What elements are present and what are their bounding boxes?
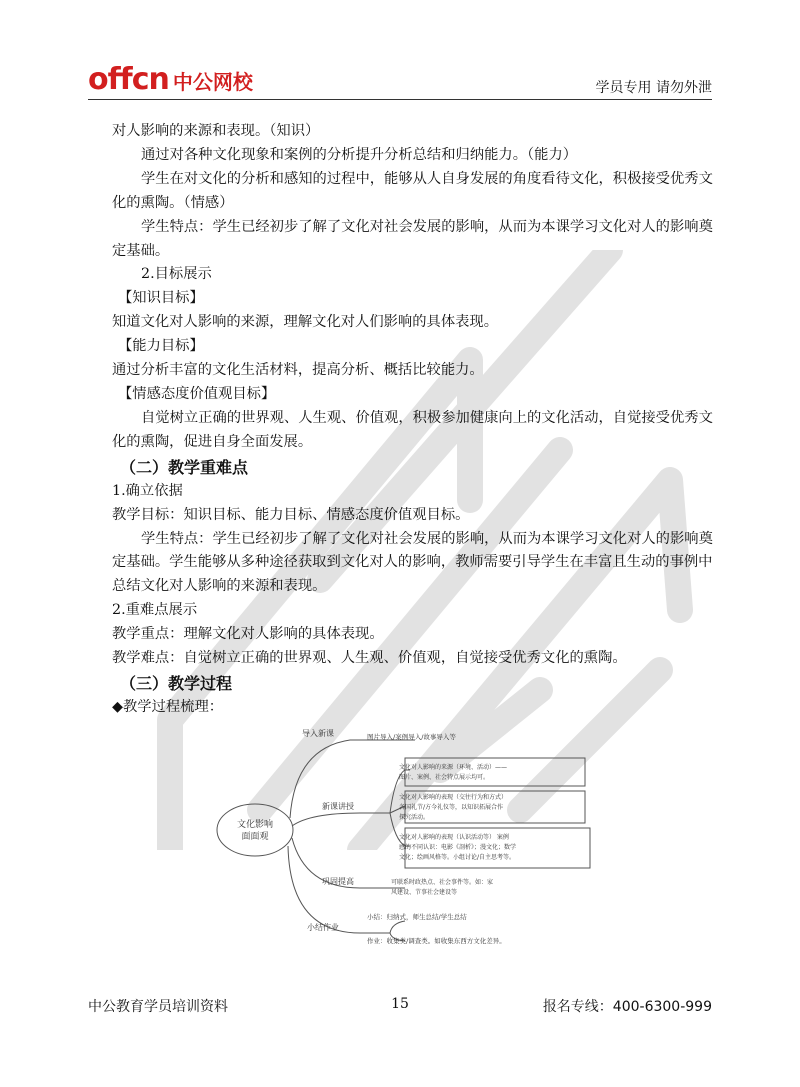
mindmap-center-label: 文化影响 xyxy=(236,820,274,830)
offcn-logo xyxy=(88,62,253,97)
mindmap-leaf: 作业：收集类/调查类。如收集东西方文化差异。 xyxy=(367,937,506,945)
mindmap-leaf: 可联系时政热点、社会事件等。如：家 xyxy=(391,879,494,886)
footer-hotline: 报名专线：400-6300-999 xyxy=(542,999,712,1015)
paragraph: 知道文化对人影响的来源，理解文化对人们影响的具体表现。 xyxy=(112,314,499,331)
mindmap-center-node xyxy=(217,804,293,856)
footer-label: 中公教育学员培训资料 xyxy=(88,999,228,1015)
paragraph: 教学难点：自觉树立正确的世界观、人生观、价值观，自觉接受优秀文化的熏陶。 xyxy=(112,650,627,667)
section-heading: 2.目标展示 xyxy=(141,266,212,283)
paragraph: 通过分析丰富的文化生活材料，提高分析、概括比较能力。 xyxy=(112,362,484,379)
logo-cn-text: 中公网校 xyxy=(172,70,253,94)
mindmap-leaf: 小结：归纳式，师生总结/学生总结 xyxy=(367,913,467,921)
mindmap-leaf: 图片、案例、社会特点展示均可。 xyxy=(399,774,490,781)
mindmap-branch-label: 小结作业 xyxy=(307,923,339,932)
mindmap-leaf: 感的不同认识：电影《剖析》；漫文化；数学 xyxy=(399,844,517,851)
mindmap-center-label: 面面观 xyxy=(241,832,269,842)
goal-label: 【知识目标】 xyxy=(118,290,204,307)
subsection-heading: 2.重难点展示 xyxy=(112,602,198,619)
subsection-heading: 1.确立依据 xyxy=(112,482,183,499)
mindmap-leaf: 文化；绘画风格等。小组讨论/自主思考等。 xyxy=(399,854,516,861)
mindmap-box xyxy=(405,758,585,786)
page-number: 15 xyxy=(391,996,409,1012)
paragraph: 教学重点：理解文化对人影响的具体表现。 xyxy=(112,626,384,643)
paragraph: ◆教学过程梳理： xyxy=(112,698,224,715)
goal-label: 【情感态度价值观目标】 xyxy=(118,385,276,402)
teaching-process-mindmap xyxy=(210,718,600,948)
paragraph: 学生在对文化的分析和感知的过程中，能够从人自身发展的角度看待文化，积极接受优秀文化的熏陶。（情感） xyxy=(112,170,713,211)
paragraph: 学生特点：学生已经初步了解了文化对社会发展的影响，从而为本课学习文化对人的影响奠定基础。学生能够从多种途径获取到文化对人的影响，教师需要引导学生在丰富且生动的事例中总结文化对人影响的来源和表现。 xyxy=(112,530,713,595)
paragraph: 对人影响的来源和表现。（知识） xyxy=(112,123,320,139)
section-title: （二）教学重难点 xyxy=(120,457,249,477)
paragraph: 自觉树立正确的世界观、人生观、价值观，积极参加健康向上的文化活动，自觉接受优秀文化的熏陶，促进自身全面发展。 xyxy=(112,409,713,450)
mindmap-branch-label: 新课讲授 xyxy=(322,802,354,811)
header-tag: 学员专用 请勿外泄 xyxy=(595,80,712,96)
mindmap-branch-label: 导入新课 xyxy=(302,729,334,738)
header-divider xyxy=(88,99,712,100)
paragraph: 通过对各种文化现象和案例的分析提升分析总结和归纳能力。（能力） xyxy=(141,146,578,163)
goal-label: 【能力目标】 xyxy=(118,338,204,355)
mindmap-branch-label: 巩固提高 xyxy=(322,877,354,886)
page-header xyxy=(0,0,800,100)
mindmap-leaf: 图片导入/案例导入/故事导入等 xyxy=(367,733,456,741)
mindmap-leaf: 文化对人影响的来源（环境、活动）—— xyxy=(399,764,508,771)
paragraph: 学生特点：学生已经初步了解了文化对社会发展的影响，从而为本课学习文化对人的影响奠定基础。 xyxy=(112,218,713,259)
paragraph: 教学目标：知识目标、能力目标、情感态度价值观目标。 xyxy=(112,506,470,523)
mindmap-leaf: 文化对人影响的表现（认识活动等） 案例 xyxy=(399,834,509,841)
document-body xyxy=(112,120,718,720)
logo-latin-text: offcn xyxy=(88,62,169,97)
section-title: （三）教学过程 xyxy=(120,673,233,693)
mindmap-leaf: 探究活动。 xyxy=(399,814,430,821)
mindmap-leaf: 文化对人影响的表现（交往行为和方式） xyxy=(399,794,508,801)
mindmap-leaf: 风建设、节事社会建设等 xyxy=(391,889,458,896)
mindmap-leaf: 各国礼节/方今礼仪等，以知识拓展合作 xyxy=(399,804,504,811)
